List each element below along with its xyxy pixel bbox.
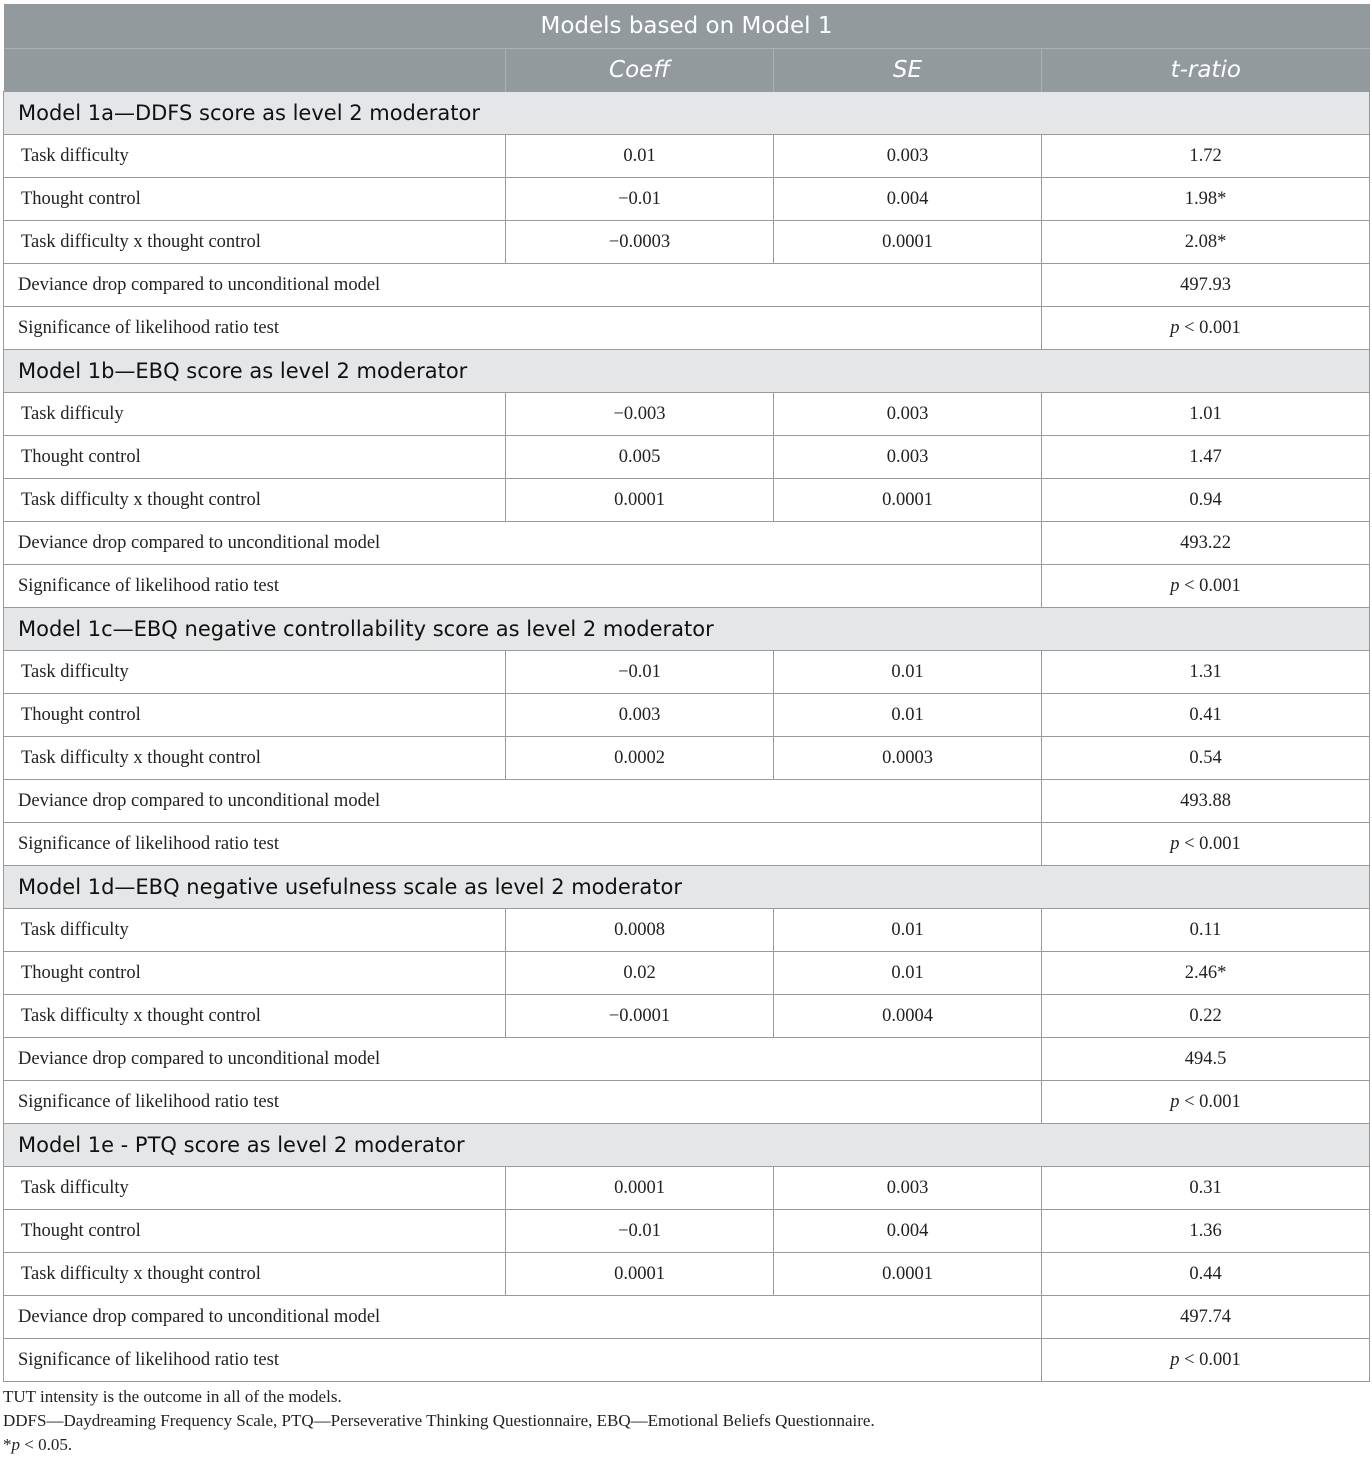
table-row (4, 737, 1370, 780)
row-label: Thought control (4, 436, 506, 479)
table-row (4, 1210, 1370, 1253)
table-row (4, 479, 1370, 522)
deviance-label: Deviance drop compared to unconditional model (4, 1038, 1042, 1081)
coeff-cell: 0.01 (506, 135, 774, 178)
se-cell: 0.004 (774, 178, 1042, 221)
deviance-label: Deviance drop compared to unconditional model (4, 780, 1042, 823)
table-row (4, 952, 1370, 995)
p-symbol: p (1170, 1091, 1180, 1112)
t-ratio-cell: 1.72 (1042, 135, 1370, 178)
row-label: Thought control (4, 178, 506, 221)
table-row (4, 178, 1370, 221)
se-cell: 0.0001 (774, 221, 1042, 264)
t-ratio-cell: 1.31 (1042, 651, 1370, 694)
table-row (4, 436, 1370, 479)
table-title-row (4, 4, 1370, 49)
p-threshold: < 0.001 (1179, 575, 1241, 596)
section-header-row (4, 608, 1370, 651)
se-cell: 0.003 (774, 393, 1042, 436)
row-label: Task difficulty (4, 909, 506, 952)
deviance-row (4, 264, 1370, 307)
table-title: Models based on Model 1 (4, 4, 1370, 49)
row-label: Thought control (4, 694, 506, 737)
significance-row (4, 565, 1370, 608)
significance-value (1042, 307, 1370, 350)
se-cell: 0.003 (774, 436, 1042, 479)
coeff-cell: −0.01 (506, 651, 774, 694)
significance-row (4, 823, 1370, 866)
se-cell: 0.01 (774, 909, 1042, 952)
t-ratio-cell: 2.08* (1042, 221, 1370, 264)
t-ratio-cell: 1.98* (1042, 178, 1370, 221)
t-ratio-cell: 0.94 (1042, 479, 1370, 522)
coeff-cell: 0.0001 (506, 1253, 774, 1296)
deviance-row (4, 1038, 1370, 1081)
significance-row (4, 307, 1370, 350)
row-label: Task difficuly (4, 393, 506, 436)
section-heading: Model 1e - PTQ score as level 2 moderator (4, 1124, 1370, 1167)
row-label: Task difficulty x thought control (4, 1253, 506, 1296)
se-cell: 0.004 (774, 1210, 1042, 1253)
significance-value (1042, 565, 1370, 608)
coeff-cell: −0.0003 (506, 221, 774, 264)
deviance-value: 497.74 (1042, 1296, 1370, 1339)
significance-value (1042, 823, 1370, 866)
t-ratio-cell: 1.01 (1042, 393, 1370, 436)
section-heading: Model 1d—EBQ negative usefulness scale as level 2 moderator (4, 866, 1370, 909)
se-cell: 0.0004 (774, 995, 1042, 1038)
significance-row (4, 1081, 1370, 1124)
coeff-cell: 0.0001 (506, 1167, 774, 1210)
row-label: Thought control (4, 952, 506, 995)
section-heading: Model 1a—DDFS score as level 2 moderator (4, 92, 1370, 135)
deviance-value: 493.22 (1042, 522, 1370, 565)
row-label: Task difficulty (4, 135, 506, 178)
significance-value (1042, 1339, 1370, 1382)
coeff-cell: 0.0001 (506, 479, 774, 522)
coeff-cell: −0.003 (506, 393, 774, 436)
row-label: Task difficulty (4, 651, 506, 694)
coeff-cell: −0.0001 (506, 995, 774, 1038)
note-abbreviations: DDFS—Daydreaming Frequency Scale, PTQ—Perseverative Thinking Questionnaire, EBQ—Emotional Beliefs Questionnaire. (3, 1411, 875, 1430)
t-ratio-cell: 0.41 (1042, 694, 1370, 737)
deviance-row (4, 780, 1370, 823)
coeff-cell: 0.02 (506, 952, 774, 995)
p-symbol: p (1170, 833, 1180, 854)
note-threshold: < 0.05. (20, 1435, 73, 1454)
se-cell: 0.0001 (774, 479, 1042, 522)
coeff-cell: 0.0008 (506, 909, 774, 952)
row-label: Task difficulty (4, 1167, 506, 1210)
column-header-row (4, 49, 1370, 92)
table-row (4, 909, 1370, 952)
significance-label: Significance of likelihood ratio test (4, 823, 1042, 866)
note-star: * (3, 1435, 12, 1454)
table-row (4, 221, 1370, 264)
section-heading: Model 1c—EBQ negative controllability score as level 2 moderator (4, 608, 1370, 651)
section-header-row (4, 866, 1370, 909)
t-ratio-cell: 1.36 (1042, 1210, 1370, 1253)
se-cell: 0.01 (774, 694, 1042, 737)
section-heading: Model 1b—EBQ score as level 2 moderator (4, 350, 1370, 393)
se-cell: 0.0003 (774, 737, 1042, 780)
table-row (4, 1253, 1370, 1296)
column-header-label (4, 49, 506, 92)
deviance-label: Deviance drop compared to unconditional model (4, 1296, 1042, 1339)
row-label: Task difficulty x thought control (4, 737, 506, 780)
table-body (4, 92, 1370, 1382)
p-symbol: p (1170, 575, 1180, 596)
p-threshold: < 0.001 (1179, 317, 1241, 338)
table-row (4, 393, 1370, 436)
coeff-cell: 0.0002 (506, 737, 774, 780)
row-label: Thought control (4, 1210, 506, 1253)
deviance-row (4, 1296, 1370, 1339)
deviance-label: Deviance drop compared to unconditional model (4, 522, 1042, 565)
t-ratio-cell: 1.47 (1042, 436, 1370, 479)
table-row (4, 651, 1370, 694)
table-row (4, 694, 1370, 737)
row-label: Task difficulty x thought control (4, 479, 506, 522)
coeff-cell: 0.005 (506, 436, 774, 479)
row-label: Task difficulty x thought control (4, 995, 506, 1038)
significance-row (4, 1339, 1370, 1382)
deviance-value: 497.93 (1042, 264, 1370, 307)
column-header-t-ratio: t-ratio (1042, 49, 1370, 92)
coeff-cell: −0.01 (506, 178, 774, 221)
section-header-row (4, 92, 1370, 135)
table-row (4, 995, 1370, 1038)
p-symbol: p (1170, 317, 1180, 338)
section-header-row (4, 350, 1370, 393)
note-significance (3, 1433, 875, 1457)
p-threshold: < 0.001 (1179, 1349, 1241, 1370)
coeff-cell: −0.01 (506, 1210, 774, 1253)
results-table (3, 4, 1370, 1382)
deviance-value: 493.88 (1042, 780, 1370, 823)
significance-value (1042, 1081, 1370, 1124)
note-p-symbol: p (11, 1435, 20, 1454)
significance-label: Significance of likelihood ratio test (4, 1081, 1042, 1124)
coeff-cell: 0.003 (506, 694, 774, 737)
table-notes (3, 1385, 875, 1457)
column-header-se: SE (774, 49, 1042, 92)
t-ratio-cell: 0.11 (1042, 909, 1370, 952)
note-outcome: TUT intensity is the outcome in all of the models. (3, 1387, 342, 1406)
p-symbol: p (1170, 1349, 1180, 1370)
deviance-value: 494.5 (1042, 1038, 1370, 1081)
t-ratio-cell: 0.44 (1042, 1253, 1370, 1296)
p-threshold: < 0.001 (1179, 1091, 1241, 1112)
se-cell: 0.01 (774, 651, 1042, 694)
column-header-coeff: Coeff (506, 49, 774, 92)
t-ratio-cell: 0.31 (1042, 1167, 1370, 1210)
t-ratio-cell: 0.54 (1042, 737, 1370, 780)
deviance-label: Deviance drop compared to unconditional model (4, 264, 1042, 307)
section-header-row (4, 1124, 1370, 1167)
t-ratio-cell: 0.22 (1042, 995, 1370, 1038)
t-ratio-cell: 2.46* (1042, 952, 1370, 995)
se-cell: 0.01 (774, 952, 1042, 995)
deviance-row (4, 522, 1370, 565)
table-row (4, 135, 1370, 178)
se-cell: 0.003 (774, 135, 1042, 178)
row-label: Task difficulty x thought control (4, 221, 506, 264)
se-cell: 0.0001 (774, 1253, 1042, 1296)
significance-label: Significance of likelihood ratio test (4, 565, 1042, 608)
significance-label: Significance of likelihood ratio test (4, 307, 1042, 350)
table-row (4, 1167, 1370, 1210)
significance-label: Significance of likelihood ratio test (4, 1339, 1042, 1382)
se-cell: 0.003 (774, 1167, 1042, 1210)
p-threshold: < 0.001 (1179, 833, 1241, 854)
